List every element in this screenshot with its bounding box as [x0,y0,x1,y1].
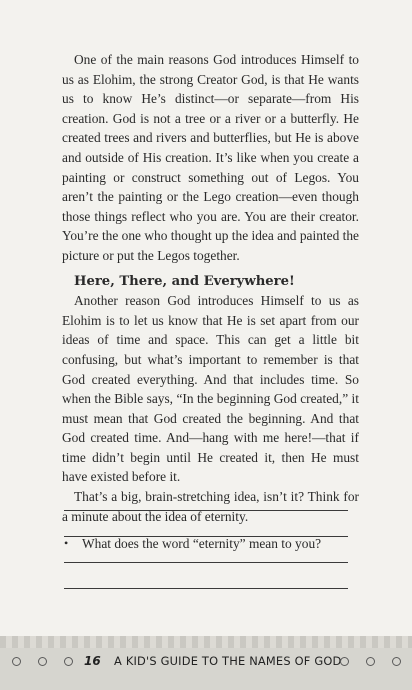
paragraph-time-and-space: Another reason God introduces Himself to us as Elohim is to let us know that He is set apart from our ideas of time and space. This can get a little bit confusing, but what’s important to remember is that God created everything. And that includes time. So when the Bible says, “In the beginning God created,” it must mean that God created the beginning. And that God created time. And—hang with me here!—that if time didn’t begin until He created it, then He must have existed before it. [62,293,359,485]
paragraph-elohim-creator: One of the main reasons God introduces Himself to us as Elohim, the strong Creator God, is that He wants us to know He’s distinct—or separate—from His creation. God is not a tree or a river or a butterfly. He created trees and rivers and butterflies, but He is above and outside of His creation. It’s like when you create a painting or construct something out of Legos. You aren’t the painting or the Lego creation—even though those things reflect who you are. You are their creator. You’re the one who thought up the idea and painted the picture or put the Legos together. [62,52,359,263]
answer-line[interactable] [64,562,348,563]
question-text: What does the word “eternity” mean to you? [82,536,322,552]
ring-icon [12,657,21,666]
answer-lines [64,510,348,614]
paragraph-eternity: That’s a big, brain-stretching idea, isn’t it? Think for a minute about the idea of eternity. [62,489,359,524]
ring-icon [392,657,401,666]
answer-line[interactable] [64,588,348,589]
ring-icon [340,657,349,666]
ring-icon [64,657,73,666]
answer-line[interactable] [64,510,348,511]
ring-icon [366,657,375,666]
section-heading: Here, There, and Everywhere! [74,273,295,289]
body-text [62,50,359,554]
answer-line[interactable] [64,536,348,537]
running-title: A KID'S GUIDE TO THE NAMES OF GOD [114,654,342,668]
page-footer [0,650,412,672]
ring-icon [38,657,47,666]
bullet-icon: • [64,536,69,551]
page-number: 16 [84,654,101,668]
